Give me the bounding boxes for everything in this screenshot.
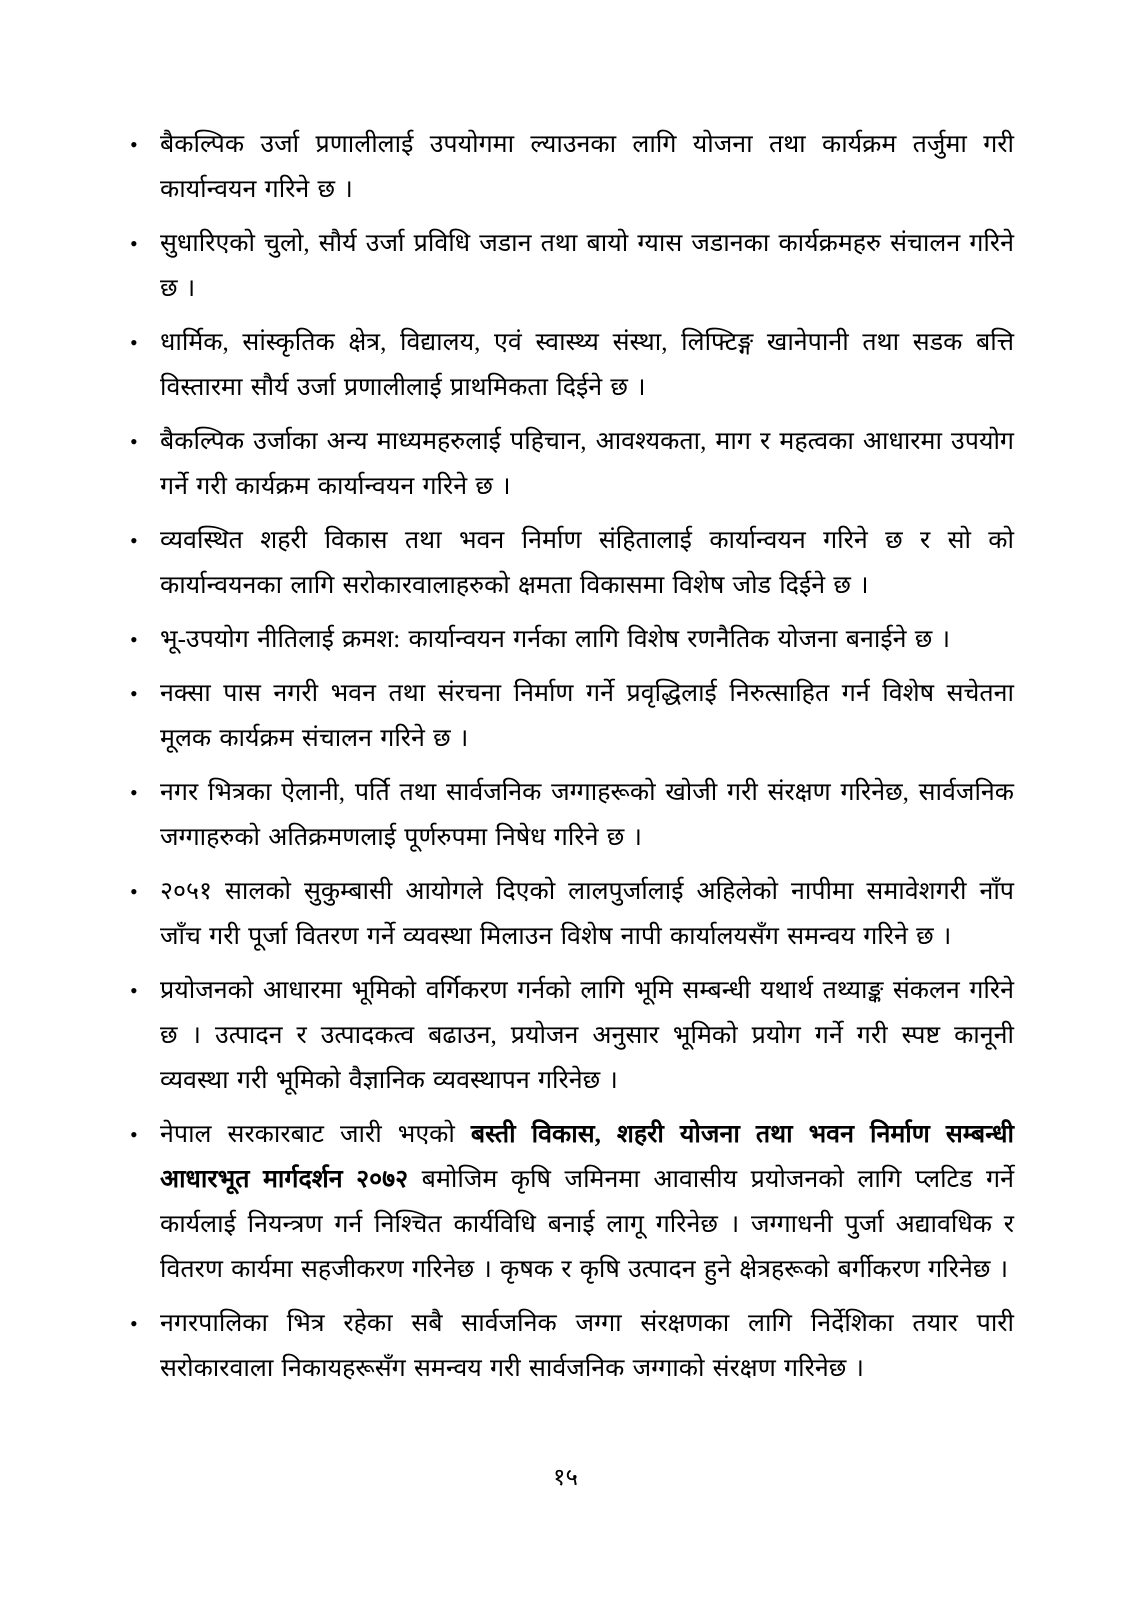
bullet-text-bold: बस्ती विकास, शहरी योजना तथा भवन निर्माण सम्बन्धी आधारभूत मार्गदर्शन २०७२ bbox=[160, 1121, 1014, 1193]
bullet-text: प्रयोजनको आधारमा भूमिको वर्गिकरण गर्नको लागि भूमि सम्बन्धी यथार्थ तथ्याङ्क संकलन गरिने छ । उत्पादन र उत्पादकत्व बढाउन, प्रयोजन अनुसार भूमिको प्रयोग गर्ने गरी स्पष्ट कानूनी व्यवस्था गरी भूमिको वैज्ञानिक व्यवस्थापन गरिनेछ । bbox=[160, 977, 1014, 1094]
list-item bbox=[130, 320, 1014, 410]
bullet-icon: • bbox=[130, 978, 138, 1003]
list-item bbox=[130, 221, 1014, 311]
bullet-icon: • bbox=[130, 429, 138, 454]
bullet-icon: • bbox=[130, 132, 138, 157]
list-item bbox=[130, 518, 1014, 608]
page-number: १५ bbox=[553, 1465, 578, 1491]
bullet-icon: • bbox=[130, 1311, 138, 1336]
bullet-text: बैकल्पिक उर्जा प्रणालीलाई उपयोगमा ल्याउनका लागि योजना तथा कार्यक्रम तर्जुमा गरी कार्यान्वयन गरिने छ । bbox=[160, 131, 1014, 203]
list-item bbox=[130, 1112, 1014, 1292]
bullet-text: नगरपालिका भित्र रहेका सबै सार्वजनिक जग्गा संरक्षणका लागि निर्देशिका तयार पारी सरोकारवाला निकायहरूसँग समन्वय गरी सार्वजनिक जग्गाको संरक्षण गरिनेछ । bbox=[160, 1310, 1014, 1382]
list-item bbox=[130, 617, 1014, 662]
bullet-icon: • bbox=[130, 681, 138, 706]
bullet-text: बमोजिम कृषि जमिनमा आवासीय प्रयोजनको लागि प्लटिड गर्ने कार्यलाई नियन्त्रण गर्न निश्चित कार्यविधि बनाई लागू गरिनेछ । जग्गाधनी पुर्जा अद्यावधिक र वितरण कार्यमा सहजीकरण गरिनेछ । कृषक र कृषि उत्पादन हुने क्षेत्रहरूको बर्गीकरण गरिनेछ । bbox=[160, 1166, 1014, 1283]
bullet-icon: • bbox=[130, 879, 138, 904]
list-item bbox=[130, 671, 1014, 761]
bullet-text: धार्मिक, सांस्कृतिक क्षेत्र, विद्यालय, एवं स्वास्थ्य संस्था, लिफ्टिङ्ग खानेपानी तथा सडक बत्ति विस्तारमा सौर्य उर्जा प्रणालीलाई प्राथमिकता दिईने छ । bbox=[160, 329, 1014, 401]
list-item bbox=[130, 419, 1014, 509]
bullet-icon: • bbox=[130, 1122, 138, 1147]
list-item bbox=[130, 869, 1014, 959]
bullet-icon: • bbox=[130, 231, 138, 256]
bullet-icon: • bbox=[130, 330, 138, 355]
bullet-icon: • bbox=[130, 780, 138, 805]
list-item bbox=[130, 968, 1014, 1103]
bullet-text: नगर भित्रका ऐलानी, पर्ति तथा सार्वजनिक जग्गाहरूको खोजी गरी संरक्षण गरिनेछ, सार्वजनिक जग्गाहरुको अतिक्रमणलाई पूर्णरुपमा निषेध गरिने छ । bbox=[160, 779, 1014, 851]
bullet-text: भू-उपयोग नीतिलाई क्रमश: कार्यान्वयन गर्नका लागि विशेष रणनैतिक योजना बनाईने छ । bbox=[160, 626, 951, 653]
bullet-text: व्यवस्थित शहरी विकास तथा भवन निर्माण संहितालाई कार्यान्वयन गरिने छ र सो को कार्यान्वयनका लागि सरोकारवालाहरुको क्षमता विकासमा विशेष जोड दिईने छ । bbox=[160, 527, 1014, 599]
bullet-list bbox=[130, 122, 1014, 1400]
bullet-icon: • bbox=[130, 627, 138, 652]
bullet-text: नेपाल सरकारबाट जारी भएको bbox=[160, 1121, 471, 1148]
list-item bbox=[130, 1301, 1014, 1391]
list-item bbox=[130, 122, 1014, 212]
bullet-text: नक्सा पास नगरी भवन तथा संरचना निर्माण गर्ने प्रवृद्धिलाई निरुत्साहित गर्न विशेष सचेतना मूलक कार्यक्रम संचालन गरिने छ । bbox=[160, 680, 1014, 752]
bullet-icon: • bbox=[130, 528, 138, 553]
bullet-text: बैकल्पिक उर्जाका अन्य माध्यमहरुलाई पहिचान, आवश्यकता, माग र महत्वका आधारमा उपयोग गर्ने गरी कार्यक्रम कार्यान्वयन गरिने छ । bbox=[160, 428, 1014, 500]
bullet-text: २०५१ सालको सुकुम्बासी आयोगले दिएको लालपुर्जालाई अहिलेको नापीमा समावेशगरी नाँप जाँच गरी पूर्जा वितरण गर्ने व्यवस्था मिलाउन विशेष नापी कार्यालयसँग समन्वय गरिने छ । bbox=[160, 878, 1014, 950]
bullet-text: सुधारिएको चुलो, सौर्य उर्जा प्रविधि जडान तथा बायो ग्यास जडानका कार्यक्रमहरु संचालन गरिने छ । bbox=[160, 230, 1014, 302]
list-item bbox=[130, 770, 1014, 860]
